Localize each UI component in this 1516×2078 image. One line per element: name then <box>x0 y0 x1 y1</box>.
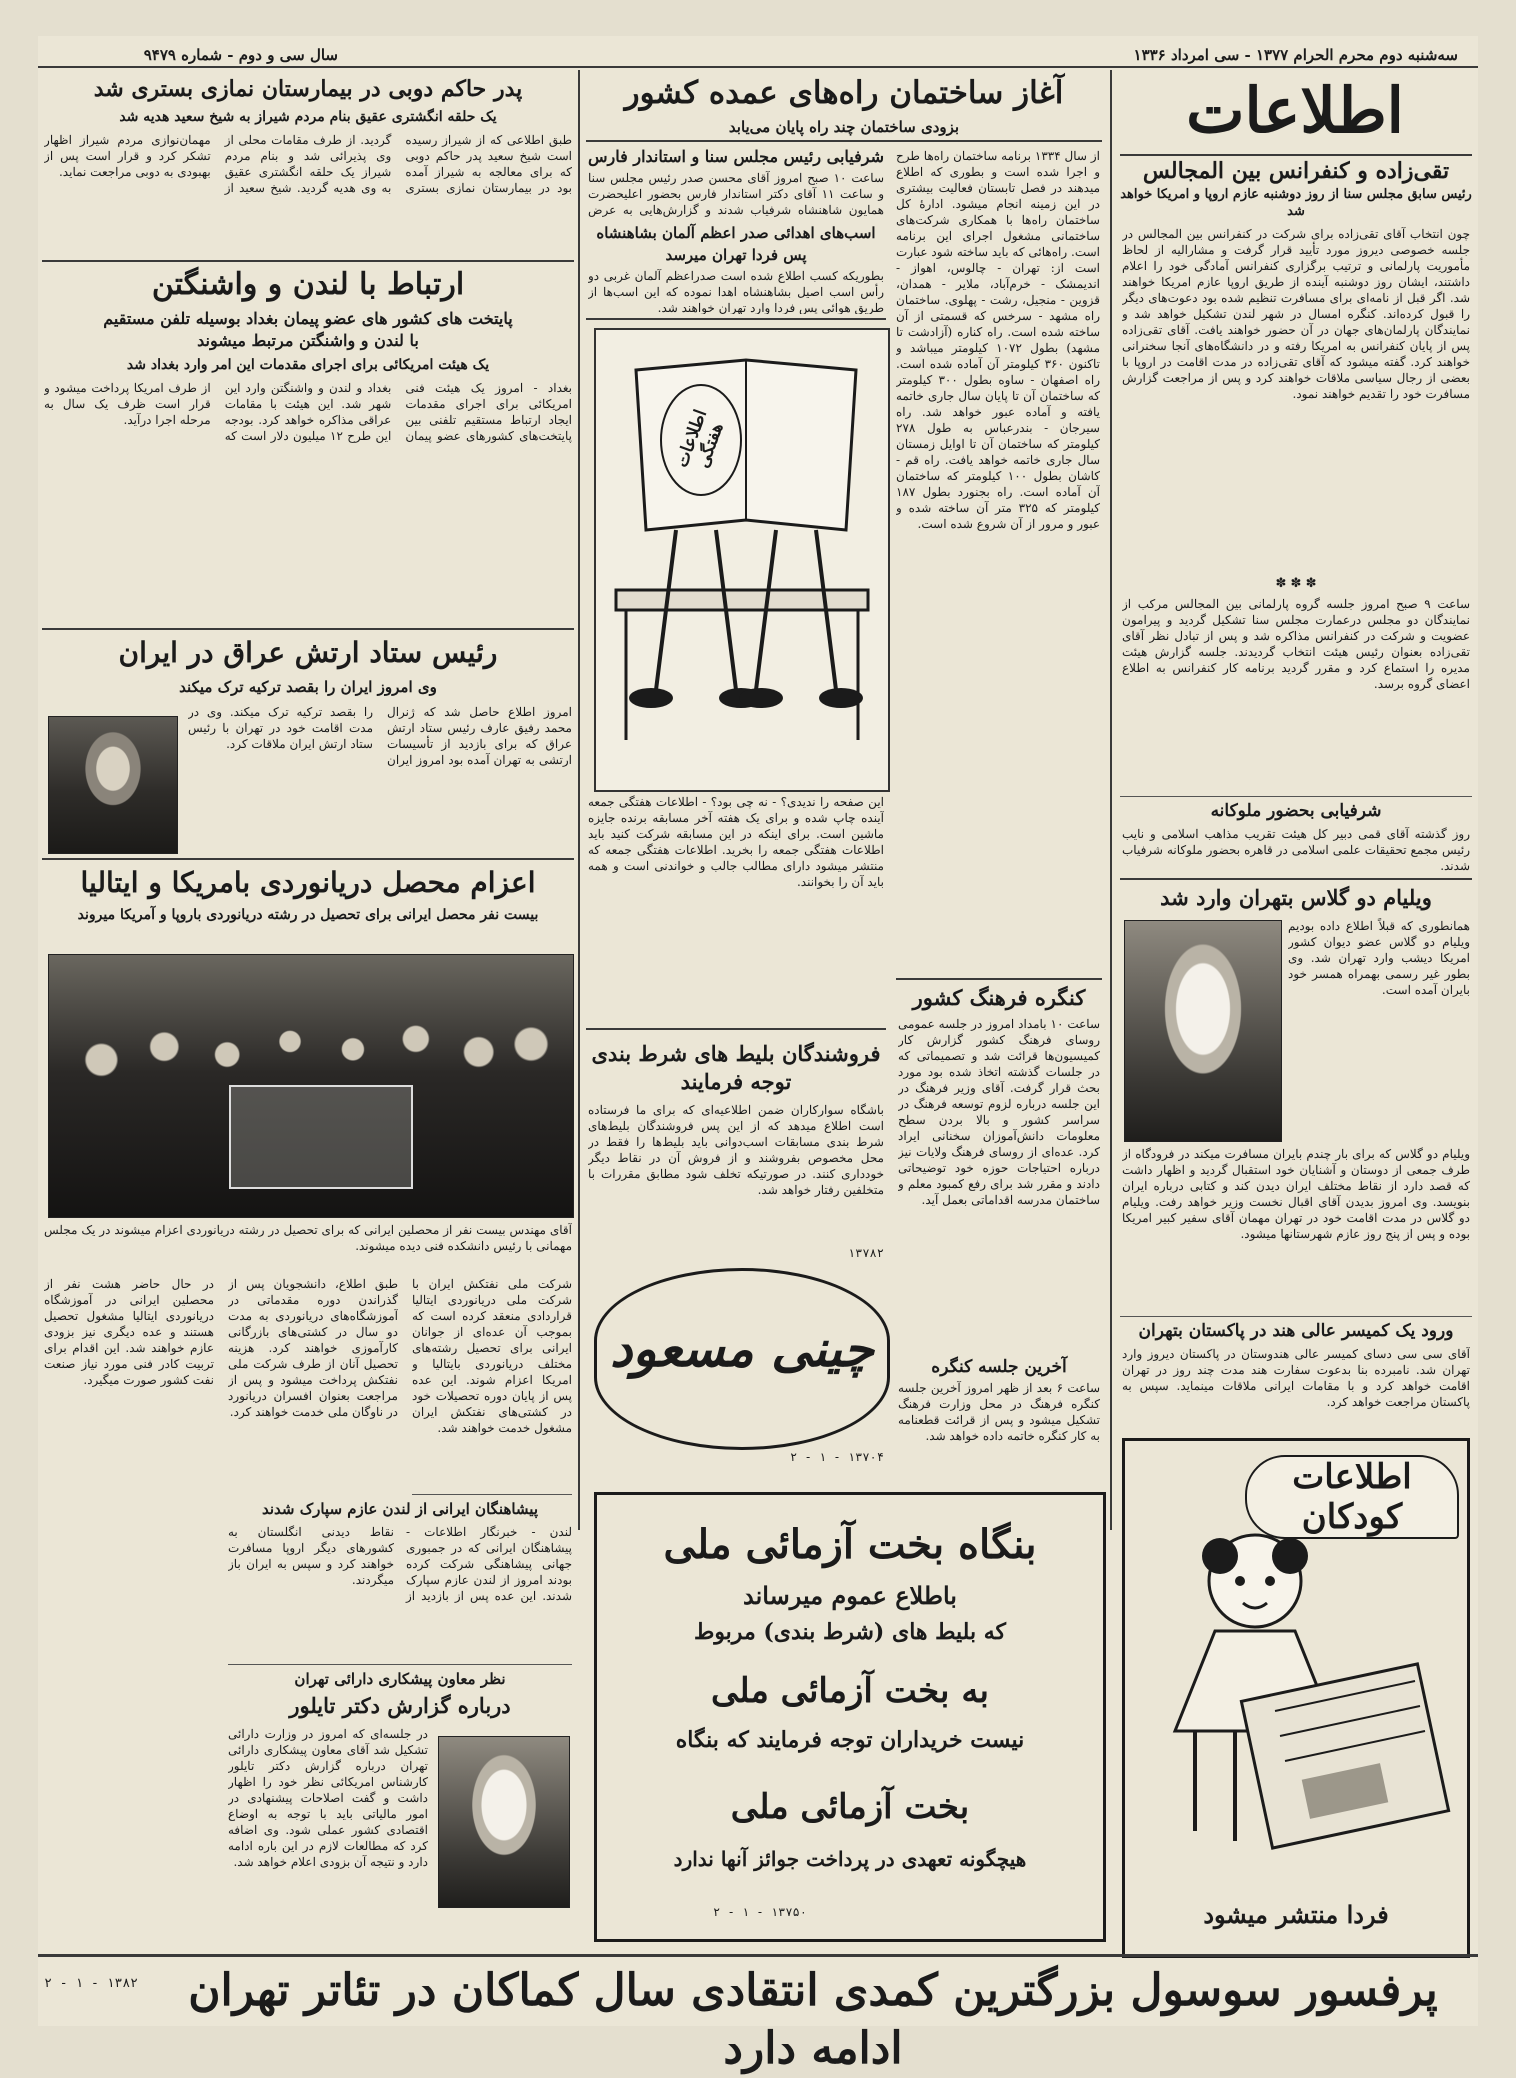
dubai-subheadline: یک حلقه انگشتری عقیق بنام مردم شیراز به شیخ سعید هدیه شد <box>119 109 497 125</box>
footer-ad-text: پرفسور سوسول بزرگترین کمدی انتقادی سال کماکان در تئاتر تهران ادامه دارد <box>188 1965 1438 2074</box>
lottery-sellers-headline: فروشندگان بلیط های شرط بندی <box>591 1041 881 1066</box>
lottery-ad-line3: که بلیط های (شرط بندی) مربوط <box>693 1619 1007 1645</box>
telephone-sub2: با لندن و واشنگتن مرتبط میشوند <box>197 331 419 350</box>
telephone-body: بغداد - امروز یک هیئت فنی امریکائی برای اجرای مقدمات ایجاد ارتباط مستقیم تلفنی بین پایتخت‌های کشورهای عضو پیمان بغداد و لندن و واشنگتن وارد این شهر شد. این هیئت با مقامات عراقی مذاکره خواهد کرد. بودجه این طرح ۱۲ میلیون دلار است که از طرف امریکا پرداخت میشود و قرار است ظرف یک سال به مرحله اجرا درآید. <box>44 381 572 443</box>
masthead-rule <box>1120 154 1472 156</box>
finance-subheadline: درباره گزارش دکتر تایلور <box>289 1693 511 1718</box>
kids-girl-illustration <box>1135 1511 1455 1871</box>
top-rule <box>38 66 1478 68</box>
lottery-sellers-subheadline: توجه فرمایند <box>680 1069 792 1094</box>
masthead-title: اطلاعات <box>1186 74 1404 147</box>
scouts-body: لندن - خبرنگار اطلاعات - پیشاهنگان ایرانی که در جمبوری جهانی پیشاهنگی شرکت کرده بودند امروز از لندن عازم سپارک شدند. این عده پس از بازدید از نقاط دیدنی انگلستان به کشورهای دیگر اروپا مسافرت خواهند کرد و سپس به ایران باز میگردند. <box>228 1525 572 1603</box>
telephone-sub1: پایتخت های کشور های عضو پیمان بغداد بوسیله تلفن مستقیم <box>103 309 513 328</box>
naval-students-body-a: شرکت ملی نفتکش ایران با شرکت ملی دریانوردی ایتالیا قراردادی منعقد کرده است که بموجب آن عده‌ای از جوانان ایرانی برای تحصیل رشته‌های مختلف دریانوردی بایتالیا و امریکا اعزام شوند. این عده پس از پایان دوره تحصیلات خود در کشتی‌های نفتکش ایران مشغول خدمت خواهند شد. <box>412 1277 572 1435</box>
divider <box>1120 796 1472 797</box>
naval-students-headline: اعزام محصل دریانوردی بامریکا و ایتالیا <box>80 866 536 899</box>
finance-headline: نظر معاون پیشکاری دارائی تهران <box>294 1670 506 1688</box>
lottery-ad-line5: نیست خریداران توجه فرمایند که بنگاه <box>675 1727 1025 1753</box>
senate-audience-body: ساعت ۱۰ صبح امروز آقای محسن صدر رئیس مجلس سنا و ساعت ۱۱ آقای دکتر استاندار فارس بحضور اعلیحضرت همایون شاهنشاه شرفیاب شدند و گزارش‌هایی به عرض <box>588 171 884 217</box>
chini-masoud-code: ۱۳۷۰۴ - ۱ - ۲ <box>790 1450 884 1464</box>
dubai-headline: پدر حاکم دوبی در بیمارستان نمازی بستری شد <box>93 76 523 102</box>
divider <box>896 978 1102 980</box>
chini-masoud-brand: چینی مسعود <box>610 1319 874 1378</box>
lottery-ad-line4: به بخت آزمائی ملی <box>710 1671 990 1711</box>
lottery-ad-line2: باطلاع عموم میرساند <box>743 1581 957 1610</box>
kids-ad-title: اطلاعات کودکان <box>1245 1455 1459 1539</box>
culture-congress-body: ساعت ۱۰ بامداد امروز در جلسه عمومی روسای فرهنگ کشور گزارش کار کمیسیون‌ها قرائت شد و تصمیماتی که در جلسات گذشته اتخاذ شده بود مورد بحث قرار گرفت. آقای وزیر فرهنگ در این جلسه درباره لزوم توسعه فرهنگ در سراسر کشور و بالا بردن سطح معلومات دانش‌آموزان سخنانی ایراد کرد. عده‌ای از روسای فرهنگ ولایات نیز درباره احتیاجات حوزه خود توضیحاتی دادند و مقرر شد برای رفع کمبود معلم و ساختمان مدرسه اقداماتی بعمل آید. <box>898 1017 1100 1207</box>
dubai-body: طبق اطلاعی که از شیراز رسیده است شیخ سعید پدر حاکم دوبی که برای معالجه به شیراز آمده بود در بیمارستان نمازی بستری گردید. از طرف مقامات محلی از وی پذیرائی شد و بنام مردم شیراز یک حلقه انگشتری عقیق به وی هدیه گردید. شیخ سعید از مهمان‌نوازی مردم شیراز اظهار تشکر کرد و قرار است پس از بهبودی به دوبی مراجعت نماید. <box>44 133 572 195</box>
cartoon-caption-body: این صفحه را ندیدی؟ - نه چی بود؟ - اطلاعات هفتگی جمعه آینده چاپ شده و برای یک هفته آخر مسابقه برنده جایزه ماشین است. برای اینکه در این مسابقه شرکت کنید باید اطلاعات هفتگی جمعه را بخرید. اطلاعات هفتگی جمعه که منتشر میشود دارای مطالب جالب و خواندنی است و همه باید آن را بخوانند. <box>588 795 884 889</box>
lottery-ad-code: ۱۳۷۵۰ - ۱ - ۲ <box>713 1905 807 1919</box>
divider <box>412 1494 572 1495</box>
divider <box>228 1664 572 1665</box>
lottery-ad-line1: بنگاه بخت آزمائی ملی <box>663 1521 1037 1568</box>
dateline: سه‌شنبه دوم محرم الحرام ۱۳۷۷ - سی امرداد ۱۳۳۶ <box>1133 46 1458 64</box>
naval-students-subheadline: بیست نفر محصل ایرانی برای تحصیل در رشته دریانوردی باروپا و آمریکا میروند <box>77 907 539 923</box>
divider <box>586 318 886 320</box>
lottery-sellers-body: باشگاه سوارکاران ضمن اطلاعیه‌ای که برای ما فرستاده است اطلاع میدهد که از این پس فروشندگان بلیط‌های شرط بندی مسابقات اسب‌دوانی باید بلیط‌ها را فقط در محل مخصوص بفروشند و از فروش آن در نقاط دیگر خودداری کنند. در صورتیکه تخلف شود مطابق مقررات با متخلفین رفتار خواهد شد. <box>588 1103 884 1197</box>
naval-students-body-b: طبق اطلاع، دانشجویان پس از گذراندن دوره مقدماتی در آموزشگاه‌های دریانوردی به مدت دو سال در کشتی‌های بازرگانی کارآموزی خواهند کرد. هزینه تحصیل آنان از طرف شرکت ملی نفتکش پرداخت میشود و پس از مراجعت بعنوان افسران دریانورد در ناوگان ملی خدمت خواهند کرد. <box>228 1277 398 1419</box>
last-session-body: ساعت ۶ بعد از ظهر امروز آخرین جلسه کنگره فرهنگ در محل وزارت فرهنگ تشکیل میشود و پس از قرائت قطعنامه به کار کنگره خاتمه داده خواهد شد. <box>898 1381 1100 1443</box>
kids-ad-footer: فردا منتشر میشود <box>1203 1900 1389 1929</box>
finance-body: در جلسه‌ای که امروز در وزارت دارائی تشکیل شد آقای معاون پیشکاری دارائی تهران درباره گزارش دکتر تایلور کارشناس امریکائی نظر خود را اظهار داشت و گفت اصلاحات پیشنهادی در امور مالیاتی باید با توجه به اوضاع اقتصادی کشور عملی شود. وی اضافه کرد که مطالعات لازم در این باره ادامه دارد و نتیجه آن بزودی اعلام خواهد شد. <box>228 1727 428 1869</box>
column-rule-left <box>578 70 580 1530</box>
divider <box>1120 1316 1472 1317</box>
iraq-army-subheadline: وی امروز ایران را بقصد ترکیه ترک میکند <box>179 678 437 696</box>
iraq-army-headline: رئیس ستاد ارتش عراق در ایران <box>118 636 498 669</box>
divider <box>586 140 1102 142</box>
divider <box>42 858 574 860</box>
douglas-headline: ویلیام دو گلاس بتهران وارد شد <box>1160 885 1432 910</box>
douglas-body-top: همانطوری که قبلاً اطلاع داده بودیم ویلیام دو گلاس عضو دیوان کشور امریکا دیشب وارد تهران شد. وی بطور غیر رسمی بهمراه همسر خود بایران آمده است. <box>1288 919 1470 997</box>
section-stars: ✽ ✽ ✽ <box>1275 576 1317 591</box>
telephone-sub3: یک هیئت امریکائی برای اجرای مقدمات این امر وارد بغداد شد <box>126 357 490 373</box>
newspaper-page <box>38 36 1478 2074</box>
ship-model-case <box>229 1085 413 1189</box>
footer-ad-code: ۱۳۸۲ - ۱ - ۲ <box>44 1976 138 1991</box>
douglas-photo <box>1124 920 1282 1142</box>
audience-body: روز گذشته آقای قمی دبیر کل هیئت تقریب مذاهب اسلامی و نایب رئیس مجمع تحقیقات علمی اسلامی در قاهره بحضور ملوکانه شرفیاب شدند. <box>1122 827 1470 873</box>
iraq-army-chief-photo <box>48 716 178 854</box>
divider <box>586 1028 886 1030</box>
last-session-headline: آخرین جلسه کنگره <box>931 1357 1067 1377</box>
naval-students-body-c: در حال حاضر هشت نفر از محصلین ایرانی در آموزشگاه دریانوردی ایتالیا مشغول تحصیل هستند و عده دیگری نیز بزودی عازم خواهند شد. این اقدام برای تربیت کادر فنی مورد نیاز صنعت نفت کشور صورت میگیرد. <box>44 1277 214 1387</box>
divider <box>42 260 574 262</box>
cartoon-illustration <box>594 328 890 792</box>
roads-subheadline: بزودی ساختمان چند راه پایان می‌یابد <box>728 118 960 136</box>
divider <box>1120 878 1472 880</box>
cartoon-drawing <box>596 330 888 790</box>
column-rule-right <box>1110 70 1112 1530</box>
taghizadeh-subheadline: رئیس سابق مجلس سنا از روز دوشنبه عازم اروپا و امریکا خواهد شد <box>1120 187 1472 219</box>
finance-official-photo <box>438 1736 570 1908</box>
divider <box>42 628 574 630</box>
issue-number: سال سی و دوم - شماره ۹۴۷۹ <box>143 46 338 64</box>
taghizadeh-headline: تقی‌زاده و کنفرانس بین المجالس <box>1142 158 1450 184</box>
douglas-body: ویلیام دو گلاس که برای بار چندم بایران مسافرت میکند در فرودگاه از طرف جمعی از دوستان و آشنایان خود استقبال گردید و اظهار داشت که قصد دارد از نقاط مختلف ایران دیدن کند و کتابی درباره ایران بنویسد. وی امروز بدیدن آقای اقبال نخست وزیر خواهد رفت. ویلیام دو گلاس در مدت اقامت خود در تهران مهمان آقای سفیر کبیر امریکا بوده و پس از پنج روز عازم شهرستانها میشود. <box>1122 1147 1470 1241</box>
national-lottery-ad <box>594 1492 1106 1942</box>
lottery-sellers-code: ۱۳۷۸۲ <box>847 1246 884 1260</box>
iraq-army-body: امروز اطلاع حاصل شد که ژنرال محمد رفیق عارف رئیس ستاد ارتش عراق که برای بازدید از تأسیسات ارتشی به تهران آمده بود امروز ایران را بقصد ترکیه ترک میکند. وی در مدت اقامت خود در تهران با رئیس ستاد ارتش ایران ملاقات کرد. <box>188 705 572 767</box>
kids-ad <box>1122 1438 1470 1958</box>
cartoon-newspaper-label: اطلاعات هفتگی <box>671 407 728 471</box>
scouts-headline: پیشاهنگان ایرانی از لندن عازم سپارک شدند <box>261 1500 539 1518</box>
naval-students-caption: آقای مهندس بیست نفر از محصلین ایرانی که برای تحصیل در رشته دریانوردی اعزام میشوند در یک مجلس مهمانی با رئیس دانشکده فنی دیده میشوند. <box>44 1223 572 1253</box>
footer-rule <box>38 1954 1478 1957</box>
culture-congress-headline: کنگره فرهنگ کشور <box>912 985 1086 1010</box>
chini-masoud-ad <box>594 1268 890 1450</box>
roads-headline: آغاز ساختمان راه‌های عمده کشور <box>624 75 1064 111</box>
roads-body: از سال ۱۳۳۴ برنامه ساختمان راه‌ها طرح و اجرا شده است و بطوری که اطلاع میدهند در فصل تابستان فعالیت بیشتری در این زمینه انجام میشود. ادارهٔ کل ساختمان راه‌ها با همکاری شرکت‌های ساختمانی مشغول اجرای این برنامه است. راه‌هائی که باید ساخته شود عبارت است از: تهران - چالوس، اهواز - اندیمشک - خرم‌آباد، ملایر - همدان، قزوین - منجیل، رشت - پهلوی. ساختمان راه مشهد - سرخس که قسمتی از آن ساخته شده است. راه کناره (آزادشت تا مشهد) بطول ۱۰۷۲ کیلومتر میباشد و تاکنون ۳۶۰ کیلومتر آن آماده شده است. راه اصفهان - ساوه بطول ۳۰۰ کیلومتر که ساختمان آن تا پایان سال جاری خاتمه یافته و آماده عبور خواهد شد. راه سیرجان - بندرعباس به طول ۲۷۸ کیلومتر که ساختمان آن تا اوایل زمستان سال جاری خاتمه خواهد یافت. راه قم - کاشان بطول ۱۰۰ کیلومتر که ساختمان آن آماده است. راه بجنورد بطول ۱۸۷ کیلومتر که ۳۲۵ متر آن ساخته شده و عبور و مرور از آن شروع شده است. <box>896 149 1100 531</box>
commissioner-headline: ورود یک کمیسر عالی هند در پاکستان بتهران <box>1138 1321 1454 1341</box>
horses-headline: اسب‌های اهدائی صدر اعظم آلمان بشاهنشاه پس فردا تهران میرسد <box>596 224 876 264</box>
commissioner-body: آقای سی سی‌ دسای کمیسر عالی هندوستان در پاکستان دیروز وارد تهران شد. نامبرده بنا بدعوت سفارت هند مدت چند روز در تهران اقامت خواهد کرد و با مقامات ایرانی ملاقات مینماید. سپس به پاکستان مراجعت خواهد کرد. <box>1122 1347 1470 1409</box>
lottery-ad-line6: بخت آزمائی ملی <box>730 1787 970 1827</box>
audience-headline: شرفیابی بحضور ملوکانه <box>1210 801 1382 821</box>
horses-body: بطوریکه کسب اطلاع شده است صدراعظم آلمان غربی دو رأس اسب اصیل بشاهنشاه اهدا نموده که این اسب‌ها از طریق هوائی پس فردا وارد تهران خواهند شد. <box>588 269 884 314</box>
senate-audience-headline: شرفیابی رئیس مجلس سنا و استاندار فارس <box>588 147 884 166</box>
parliament-group-body: ساعت ۹ صبح امروز جلسه گروه پارلمانی بین المجالس مرکب از نمایندگان دو مجلس درعمارت مجلس سنا تشکیل گردید و پیرامون عضویت و شرکت در کنفرانس مذاکره شد و پس از تبادل نظر آقای تقی‌زاده بعنوان رئیس هیئت انتخاب گردیدند. جلسه گزارش هیئت مدیره را استماع کرد و مقرر گردید برنامه کار کنفرانس به اطلاع اعضای گروه برسد. <box>1122 597 1470 691</box>
telephone-headline: ارتباط با لندن و واشنگتن <box>151 267 465 302</box>
naval-students-photo <box>48 954 574 1218</box>
taghizadeh-body: چون انتخاب آقای تقی‌زاده برای شرکت در کنفرانس بین المجالس در جلسه خصوصی دیروز مورد تأیید قرار گرفت و مشارالیه از لحاظ مأموریت پارلمانی و ترتیب برگزاری کنفرانس آمادگی خود را اعلام داشتند، ایشان روز دوشنبه آینده از طریق اروپا عازم امریکا خواهند شد. اگر قبل از نامه‌ای برای مسافرت تنظیم شده بود دعوت‌های دیگر را قبول کرده‌اند. کنگره امسال در شهر لندن تشکیل خواهد شد و نمایندگان پارلمان‌های جهان در آن حضور خواهند یافت. آقای تقی‌زاده پس از پایان کنفرانس به امریکا رفته و در دانشگاه‌های آنجا سخنرانی خواهند کرد. گفته میشود که آقای تقی‌زاده در مدت اقامت در اروپا با بعضی از رجال سیاسی ملاقات خواهند کرد و پس از مراجعت گزارش مسافرت خود را تقدیم خواهند نمود. <box>1122 227 1470 401</box>
lottery-ad-line7: هیچگونه تعهدی در پرداخت جوائز آنها ندارد <box>673 1847 1027 1871</box>
